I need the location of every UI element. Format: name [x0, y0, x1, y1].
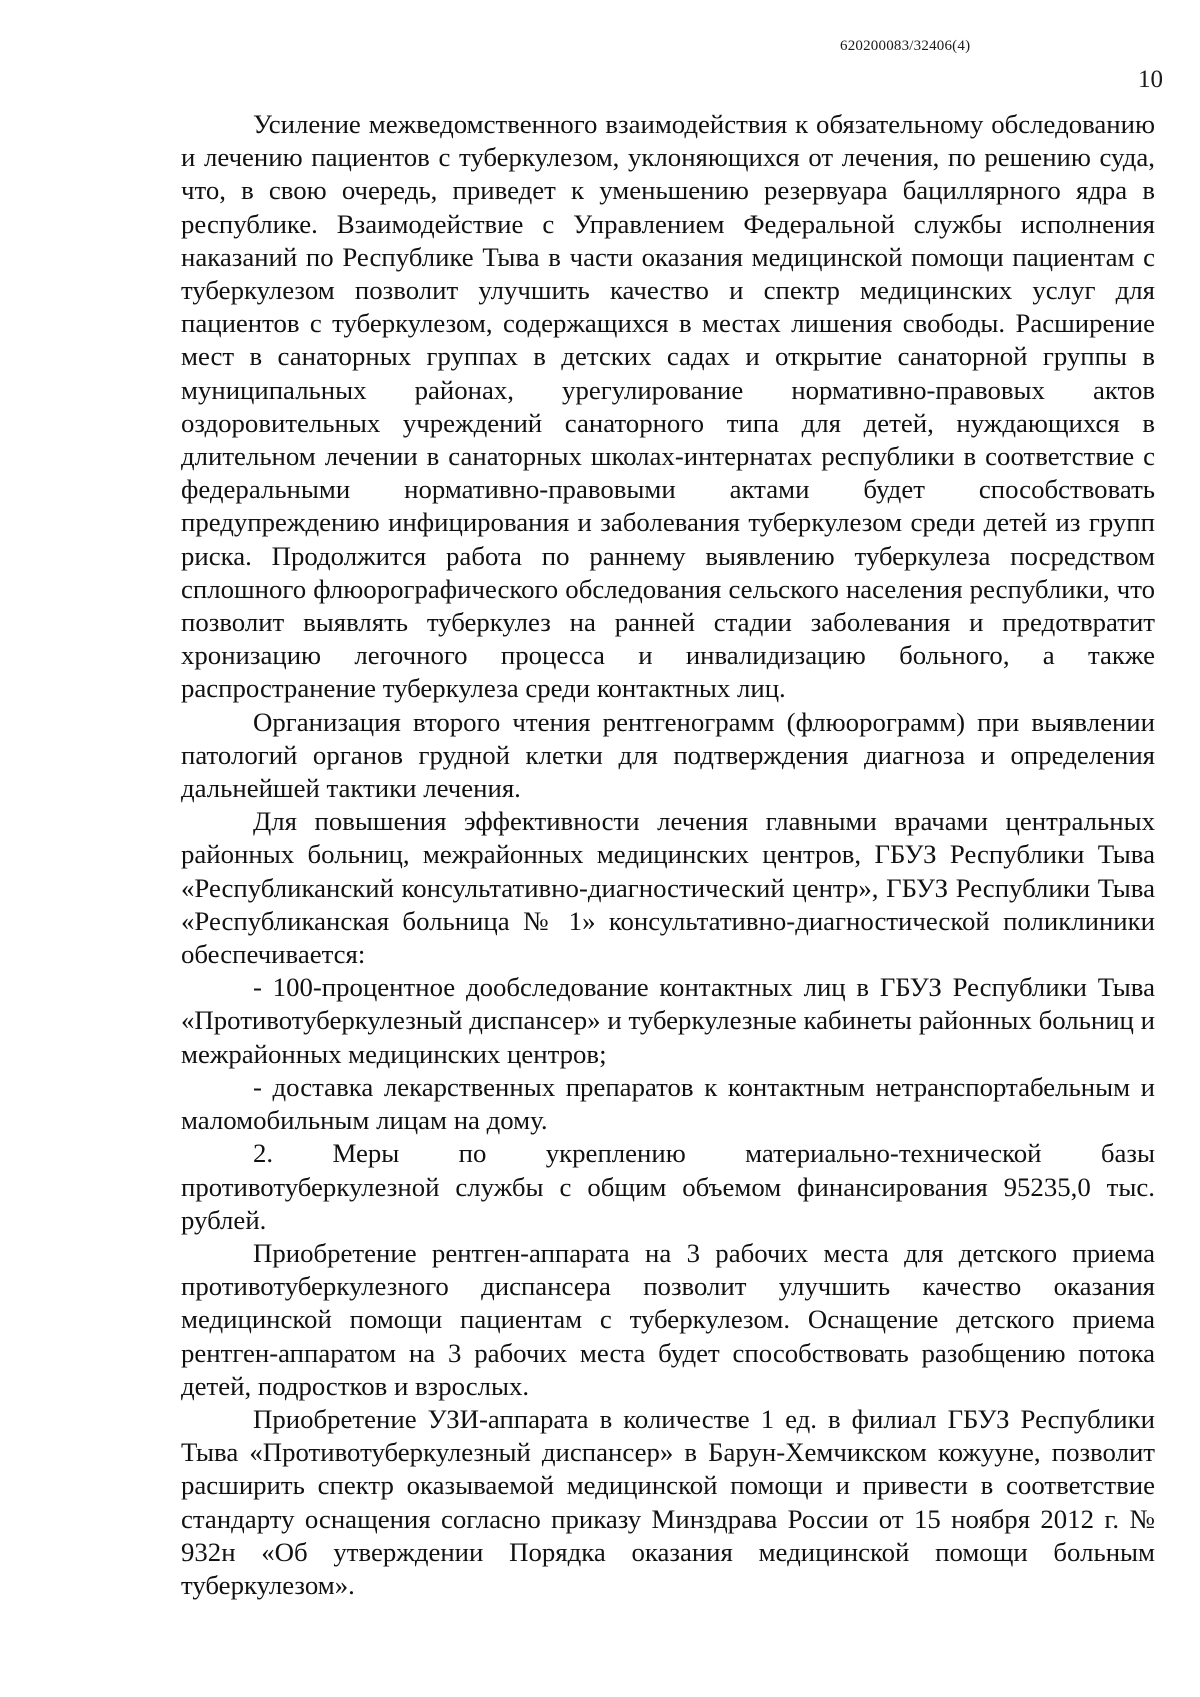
paragraph-ultrasound-purchase: Приобретение УЗИ-аппарата в количестве 1 ед. в филиал ГБУЗ Республики Тыва «Противотуберкулезный диспансер» в Барун-Хемчикском кожууне, позволит расширить спектр оказываемой медицинской помощи и привести в соответствие стандарту оснащения согласно приказу Минздрава России от 15 ноября 2012 г. № 932н «Об утверждении Порядка оказания медицинской помощи больным туберкулезом».	[181, 1403, 1155, 1600]
paragraph-second-reading: Организация второго чтения рентгенограмм (флюорограмм) при выявлении патологий органов грудной клетки для подтверждения диагноза и определения дальнейшей тактики лечения.	[181, 706, 1155, 804]
paragraph-treatment-efficiency: Для повышения эффективности лечения главными врачами центральных районных больниц, межрайонных медицинских центров, ГБУЗ Республики Тыва «Республиканский консультативно-диагностический центр», ГБУЗ Республики Тыва «Республиканская больница № 1» консультативно-диагностической поликлиники обеспечивается:	[181, 806, 1155, 970]
page-number: 10	[1138, 66, 1163, 93]
paragraph-interagency-cooperation: Усиление межведомственного взаимодействия к обязательному обследованию и лечению пациентов с туберкулезом, уклоняющихся от лечения, по решению суда, что, в свою очередь, приведет к уменьшению резервуара бациллярного ядра в республике. Взаимодействие с Управлением Федеральной службы исполнения наказаний по Республике Тыва в части оказания медицинской помощи пациентам с туберкулезом позволит улучшить качество и спектр медицинских услуг для пациентов с туберкулезом, содержащихся в местах лишения свободы. Расширение мест в санаторных группах в детских садах и открытие санаторной группы в муниципальных районах, урегулирование нормативно-правовых актов оздоровительных учреждений санаторного типа для детей, нуждающихся в длительном лечении в санаторных школах-интернатах республики в соответствие с федеральными нормативно-правовыми актами будет способствовать предупреждению инфицирования и заболевания туберкулезом среди детей из групп риска. Продолжится работа по раннему выявлению туберкулеза посредством сплошного флюорографического обследования сельского населения республики, что позволит выявлять туберкулез на ранней стадии заболевания и предотвратит хронизацию легочного процесса и инвалидизацию больного, а также распространение туберкулеза среди контактных лиц.	[181, 109, 1155, 704]
paragraph-material-base: 2. Меры по укреплению материально-технической базы противотуберкулезной службы с общим объемом финансирования 95235,0 тыс. рублей.	[181, 1138, 1155, 1235]
document-code: 620200083/32406(4)	[840, 38, 971, 54]
paragraph-xray-purchase: Приобретение рентген-аппарата на 3 рабочих места для детского приема противотуберкулезного диспансера позволит улучшить качество оказания медицинской помощи пациентам с туберкулезом. Оснащение детского приема рентген-аппаратом на 3 рабочих места будет способствовать разобщению потока детей, подростков и взрослых.	[181, 1237, 1155, 1401]
list-item-contact-examination: - 100-процентное дообследование контактных лиц в ГБУЗ Республики Тыва «Противотуберкулезный диспансер» и туберкулезные кабинеты районных больниц и межрайонных медицинских центров;	[181, 972, 1155, 1069]
document-body	[181, 108, 1155, 1602]
list-item-drug-delivery: - доставка лекарственных препаратов к контактным нетранспортабельным и маломобильным лицам на дому.	[181, 1071, 1155, 1136]
